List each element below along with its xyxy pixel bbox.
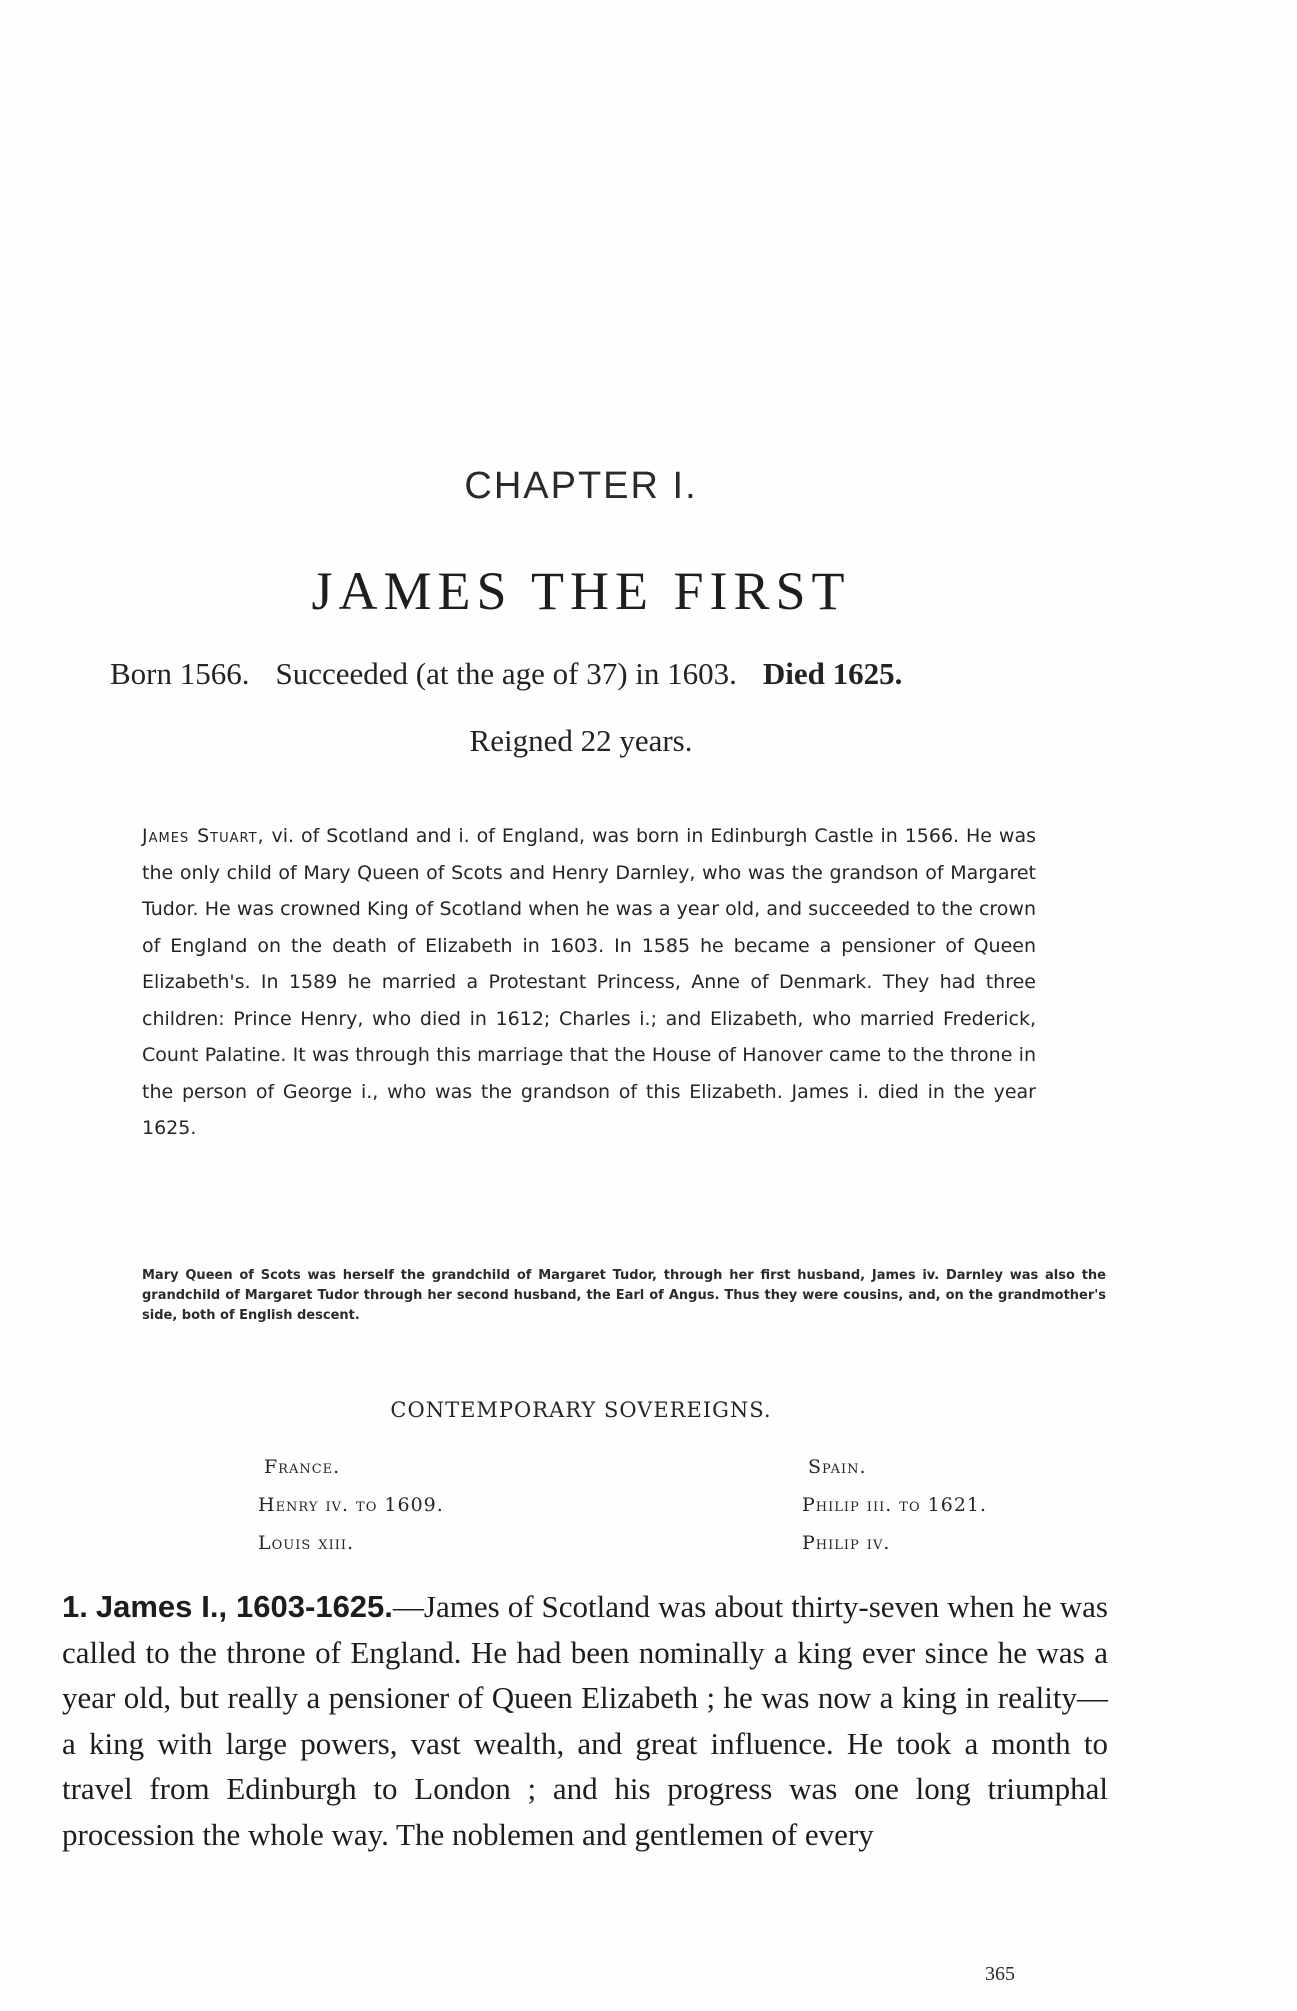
born-date: Born 1566. <box>110 656 250 691</box>
dates-line <box>110 656 902 692</box>
biography-lead: James Stuart, <box>142 825 265 847</box>
succeeded-year: in 1603. <box>635 656 737 691</box>
chapter-title: JAMES THE FIRST <box>311 561 851 621</box>
sovereigns-spain <box>802 1448 987 1562</box>
succeeded-label: Succeeded <box>275 656 409 691</box>
biography-paragraph <box>142 818 1036 1147</box>
biography-text: vi. of Scotland and i. of England, was born in Edinburgh Castle in 1566. He was the only child of Mary Queen of Scots and Henry Darnley, who was the grandson of Margaret Tudor. He was crowned King of Scotland when he was a year old, and succeeded to the crown of England on the death of Elizabeth in 1603. In 1585 he became a pensioner of Queen Elizabeth's. In 1589 he married a Protestant Princess, Anne of Denmark. They had three children: Prince Henry, who died in 1612; Charles i.; and Elizabeth, who married Frederick, Count Palatine. It was through this marriage that the House of Hanover came to the throne in the person of George i., who was the grandson of this Elizabeth. James i. died in the year 1625. <box>142 825 1036 1139</box>
died-date: Died 1625. <box>762 656 903 691</box>
section-number: 1. <box>62 1589 88 1624</box>
ruler-item: Louis xiii. <box>258 1532 355 1554</box>
section-text: —James of Scotland was about thirty-seven when he was called to the throne of England. He had been nominally a king ever since he was a year old, but really a pensioner of Queen Elizabeth ; he was now a king in reality—a king with large powers, vast wealth, and great influence. He took a month to travel from Edinburgh to London ; and his progress was one long triumphal procession the whole way. The noblemen and gentlemen of every <box>62 1589 1108 1852</box>
ruler-item: Henry iv. to 1609. <box>258 1494 444 1516</box>
ruler-item: Philip iii. to 1621. <box>802 1494 988 1516</box>
footnote: Mary Queen of Scots was herself the grandchild of Margaret Tudor, through her first husband, James iv. Darnley was also the grandchild of Margaret Tudor through her second husband, the Earl of Angus. Thus they were cousins, and, on the grandmother's side, both of English descent. <box>142 1268 1106 1323</box>
section-heading: James I., 1603-1625. <box>95 1589 393 1624</box>
reign-length: Reigned 22 years. <box>469 723 693 758</box>
sovereigns-france <box>258 1448 444 1562</box>
chapter-label: CHAPTER I. <box>464 465 698 507</box>
country-spain: Spain. <box>808 1456 867 1478</box>
ruler-item: Philip iv. <box>802 1532 891 1554</box>
country-france: France. <box>264 1456 341 1478</box>
succeeded-age: (at the age of 37) <box>415 656 628 691</box>
section-paragraph <box>62 1584 1108 1857</box>
page-number: 365 <box>985 1963 1015 1985</box>
contemporary-sovereigns-title: CONTEMPORARY SOVEREIGNS. <box>390 1398 772 1422</box>
